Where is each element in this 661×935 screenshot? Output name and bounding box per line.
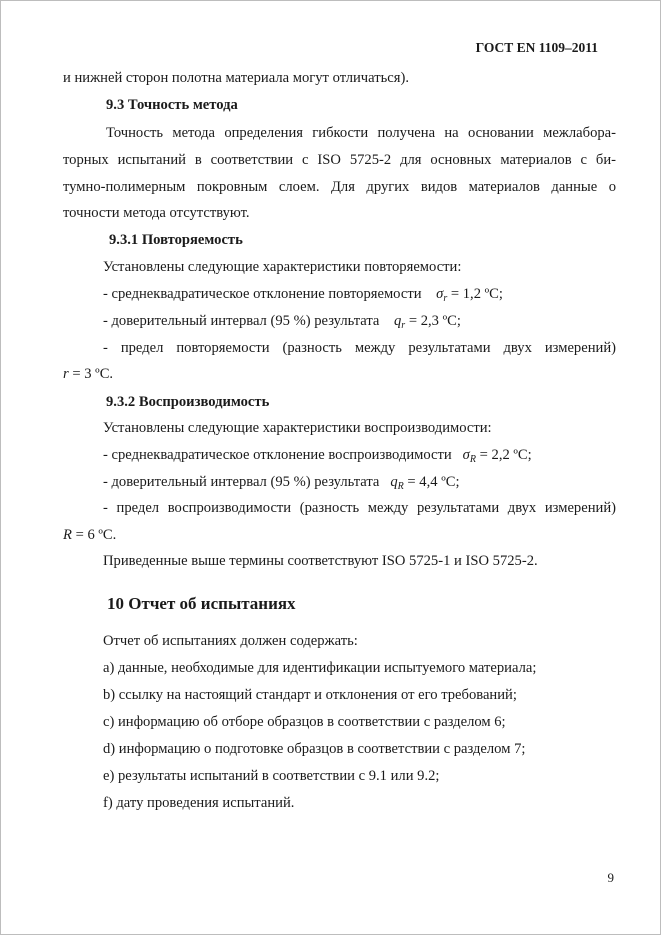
- item-value: = 2,2 ºС;: [479, 447, 532, 463]
- item-text: - доверительный интервал (95 %) результата: [103, 474, 380, 490]
- page-number: 9: [607, 870, 614, 885]
- repeatability-std-deviation: [103, 285, 503, 308]
- intro-continued-line: и нижней сторон полотна материала могут отличаться).: [63, 70, 409, 86]
- report-item: f) дату проведения испытаний.: [103, 795, 295, 811]
- section-9-3-1-title: 9.3.1 Повторяемость: [109, 232, 243, 248]
- report-intro: Отчет об испытаниях должен содержать:: [103, 633, 358, 649]
- reproducibility-intro: Установлены следующие характеристики воспроизводимости:: [103, 420, 492, 436]
- item-value: = 3 ºС.: [72, 366, 114, 382]
- r-symbol: r: [63, 366, 69, 382]
- item-text: - доверительный интервал (95 %) результата: [103, 313, 380, 329]
- q-symbol: q: [394, 313, 402, 329]
- report-item: b) ссылку на настоящий стандарт и отклонения от его требований;: [103, 687, 517, 703]
- section-9-3-para-line: торных испытаний в соответствии с ISO 5725-2 для основных материалов с би-: [63, 152, 616, 168]
- reproducibility-limit-line: - предел воспроизводимости (разность между результатами двух измерений): [103, 500, 616, 516]
- section-9-3-para-line: тумно-полимерным покровным слоем. Для других видов материалов данные о: [63, 179, 616, 195]
- item-value: = 2,3 ºС;: [408, 313, 461, 329]
- symbol-subscript: r: [401, 320, 406, 331]
- symbol-subscript: R: [397, 481, 404, 492]
- reproducibility-limit-value: [63, 526, 116, 544]
- section-9-3-2-title: 9.3.2 Воспроизводимость: [106, 394, 270, 410]
- item-text: - среднеквадратическое отклонение воспроизводимости: [103, 447, 452, 463]
- sigma-symbol: σ: [462, 447, 470, 463]
- section-9-3-para-line: Точность метода определения гибкости получена на основании межлабора-: [106, 125, 616, 141]
- section-9-3-para-line: точности метода отсутствуют.: [63, 205, 250, 221]
- terms-reference-note: Приведенные выше термины соответствуют ISO 5725-1 и ISO 5725-2.: [103, 553, 538, 569]
- q-symbol: q: [390, 474, 398, 490]
- report-item: d) информацию о подготовке образцов в соответствии с разделом 7;: [103, 741, 526, 757]
- standard-designation: ГОСТ EN 1109–2011: [475, 40, 598, 55]
- reproducibility-confidence-interval: [103, 473, 460, 496]
- symbol-subscript: r: [443, 293, 448, 304]
- sigma-symbol: σ: [436, 286, 444, 302]
- section-9-3-title: 9.3 Точность метода: [106, 97, 238, 113]
- item-text: - среднеквадратическое отклонение повторяемости: [103, 286, 422, 302]
- symbol-subscript: R: [469, 454, 476, 465]
- item-value: = 6 ºС.: [75, 527, 117, 543]
- report-item: a) данные, необходимые для идентификации испытуемого материала;: [103, 660, 537, 676]
- report-item: e) результаты испытаний в соответствии с 9.1 или 9.2;: [103, 768, 440, 784]
- repeatability-limit-value: [63, 365, 113, 383]
- report-item: c) информацию об отборе образцов в соответствии с разделом 6;: [103, 714, 506, 730]
- r-symbol: R: [63, 527, 72, 543]
- repeatability-intro: Установлены следующие характеристики повторяемости:: [103, 259, 462, 275]
- repeatability-limit-line: - предел повторяемости (разность между результатами двух измерений): [103, 340, 616, 356]
- section-10-title: 10 Отчет об испытаниях: [107, 594, 296, 613]
- item-value: = 4,4 ºС;: [407, 474, 460, 490]
- reproducibility-std-deviation: [103, 446, 532, 469]
- item-value: = 1,2 ºС;: [450, 286, 503, 302]
- repeatability-confidence-interval: [103, 312, 461, 335]
